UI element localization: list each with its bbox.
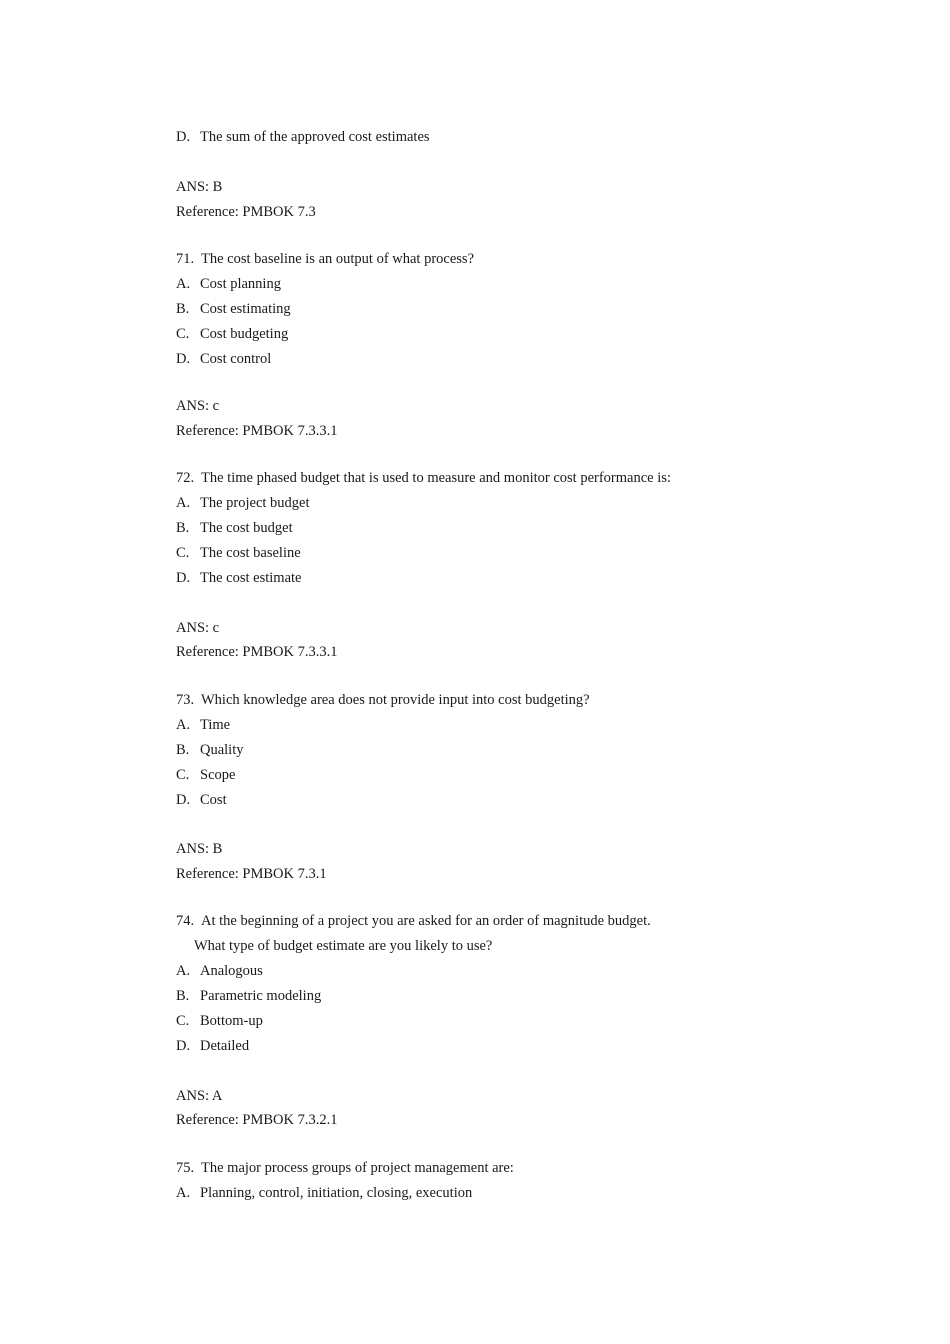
option-letter: B. <box>176 520 190 536</box>
option-d <box>176 791 227 809</box>
reference: Reference: PMBOK 7.3.3.1 <box>176 423 338 439</box>
question-text-continued: What type of budget estimate are you likely to use? <box>194 938 493 954</box>
option-text: Planning, control, initiation, closing, execution <box>200 1185 473 1201</box>
question-number: 72. <box>176 470 195 486</box>
reference: Reference: PMBOK 7.3.2.1 <box>176 1112 338 1128</box>
option-b <box>176 987 321 1005</box>
question-72 <box>176 469 671 487</box>
option-text: The cost estimate <box>200 570 302 586</box>
option-d <box>176 350 271 368</box>
option-a <box>176 962 263 980</box>
reference: Reference: PMBOK 7.3.1 <box>176 866 327 882</box>
option-d <box>176 569 301 587</box>
answer: ANS: B <box>176 179 223 195</box>
question-text: Which knowledge area does not provide input into cost budgeting? <box>201 692 590 708</box>
question-number: 73. <box>176 692 195 708</box>
option-text: Bottom-up <box>200 1013 263 1029</box>
option-text: Cost <box>200 792 227 808</box>
option-letter: D. <box>176 1038 191 1054</box>
option-text: Cost planning <box>200 276 281 292</box>
option-a <box>176 1184 472 1202</box>
option-letter: C. <box>176 1013 190 1029</box>
option-text: Time <box>200 717 231 733</box>
option-letter: D. <box>176 570 191 586</box>
question-text: The major process groups of project management are: <box>201 1160 514 1176</box>
answer: ANS: B <box>176 841 223 857</box>
option-letter: B. <box>176 988 190 1004</box>
option-letter: D. <box>176 792 191 808</box>
option-letter: C. <box>176 326 190 342</box>
question-text: The cost baseline is an output of what process? <box>201 251 475 267</box>
question-73 <box>176 691 590 709</box>
option-text: The cost baseline <box>200 545 301 561</box>
question-text: At the beginning of a project you are asked for an order of magnitude budget. <box>201 913 651 929</box>
answer: ANS: c <box>176 398 220 414</box>
question-text: The time phased budget that is used to measure and monitor cost performance is: <box>201 470 671 486</box>
question-71 <box>176 250 474 268</box>
option-text: Cost control <box>200 351 272 367</box>
option-c <box>176 766 235 784</box>
option-text: The cost budget <box>200 520 293 536</box>
option-text: Analogous <box>200 963 263 979</box>
option-letter: A. <box>176 495 191 511</box>
option-a <box>176 716 230 734</box>
option-letter: A. <box>176 276 191 292</box>
reference: Reference: PMBOK 7.3 <box>176 204 316 220</box>
option-letter: B. <box>176 301 190 317</box>
option-b <box>176 300 291 318</box>
question-number: 74. <box>176 913 195 929</box>
option-letter: A. <box>176 717 191 733</box>
option-letter: C. <box>176 767 190 783</box>
option-text: Cost estimating <box>200 301 291 317</box>
option-text: Quality <box>200 742 244 758</box>
option-d <box>176 1037 249 1055</box>
option-text: The sum of the approved cost estimates <box>200 129 430 145</box>
option-letter: B. <box>176 742 190 758</box>
question-number: 71. <box>176 251 195 267</box>
option-d <box>176 128 430 146</box>
option-letter: D. <box>176 129 191 145</box>
option-text: Scope <box>200 767 236 783</box>
option-text: The project budget <box>200 495 310 511</box>
option-text: Detailed <box>200 1038 250 1054</box>
option-b <box>176 741 244 759</box>
option-b <box>176 519 293 537</box>
question-number: 75. <box>176 1160 195 1176</box>
option-c <box>176 1012 263 1030</box>
option-c <box>176 544 301 562</box>
option-a <box>176 494 310 512</box>
option-letter: C. <box>176 545 190 561</box>
option-c <box>176 325 288 343</box>
question-75 <box>176 1159 514 1177</box>
option-a <box>176 275 281 293</box>
reference: Reference: PMBOK 7.3.3.1 <box>176 644 338 660</box>
option-letter: D. <box>176 351 191 367</box>
option-letter: A. <box>176 1185 191 1201</box>
answer: ANS: A <box>176 1088 223 1104</box>
option-text: Cost budgeting <box>200 326 289 342</box>
option-text: Parametric modeling <box>200 988 322 1004</box>
question-74 <box>176 912 651 930</box>
option-letter: A. <box>176 963 191 979</box>
answer: ANS: c <box>176 620 220 636</box>
